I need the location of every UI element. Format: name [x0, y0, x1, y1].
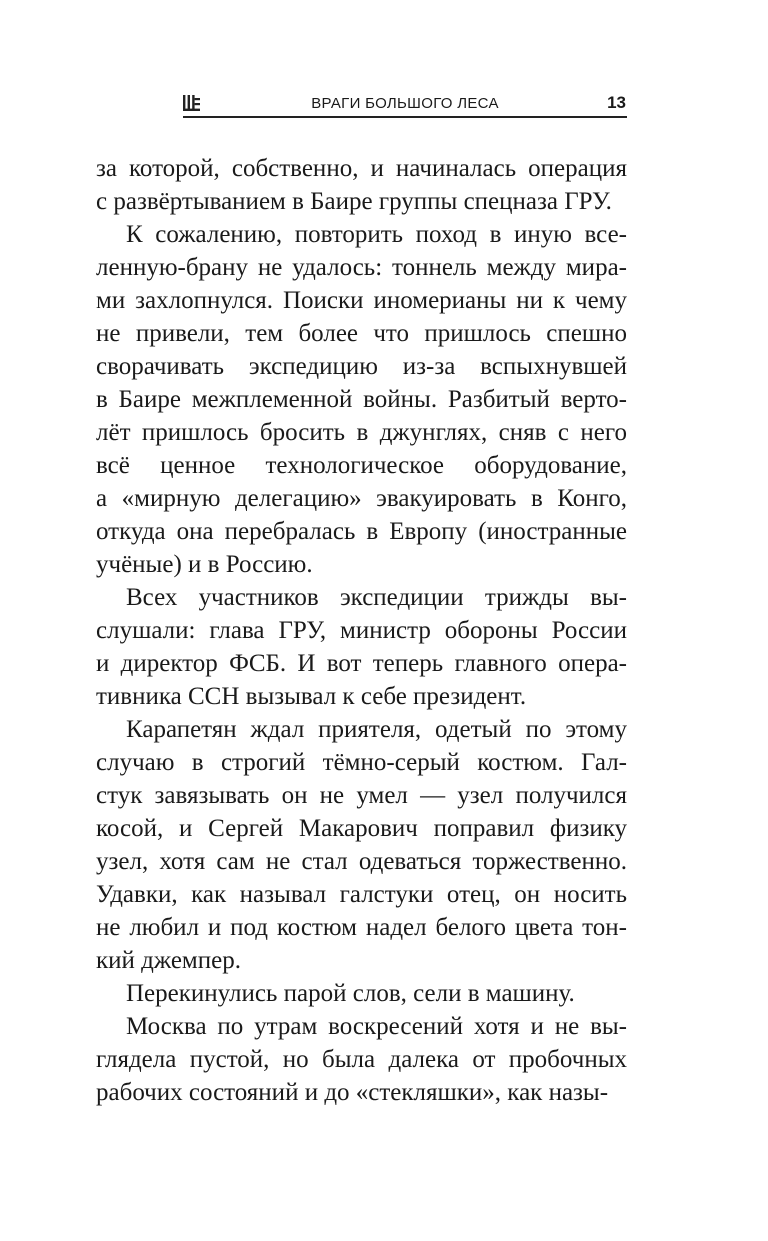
text-line: тивника ССН вызывал к себе президент.: [96, 683, 527, 710]
text-line: не любил и под костюм надел белого цвета тон-: [96, 914, 627, 941]
running-title: ВРАГИ БОЛЬШОГО ЛЕСА: [311, 95, 499, 112]
text-line: всё ценное технологическое оборудование,: [96, 452, 627, 479]
paragraph: [96, 581, 627, 713]
page-number: 13: [607, 93, 626, 112]
text-line: слушали: глава ГРУ, министр обороны России: [96, 617, 627, 644]
paragraph: [96, 218, 627, 581]
text-line: в Баире межплеменной войны. Разбитый верто-: [96, 386, 627, 413]
text-line: Карапетян ждал приятеля, одетый по этому: [126, 716, 627, 743]
text-line: откуда она перебралась в Европу (иностранные: [96, 518, 627, 545]
text-line: Перекинулись парой слов, сели в машину.: [126, 980, 575, 1007]
text-line: ленную-брану не удалось: тоннель между мира-: [96, 254, 627, 281]
text-line: с развёртыванием в Баире группы спецназа ГРУ.: [96, 188, 612, 215]
text-line: случаю в строгий тёмно-серый костюм. Гал-: [96, 749, 627, 776]
paragraph: [96, 1010, 627, 1109]
text-line: К сожалению, повторить поход в иную все-: [126, 221, 627, 248]
text-line: за которой, собственно, и начиналась операция: [96, 155, 627, 182]
paragraph: [96, 713, 627, 977]
running-header: [183, 92, 627, 118]
text-line: Удавки, как называл галстуки отец, он носить: [96, 881, 627, 908]
text-line: ми захлопнулся. Поиски иномерианы ни к чему: [96, 287, 627, 314]
text-line: и директор ФСБ. И вот теперь главного опера-: [96, 650, 627, 677]
text-line: стук завязывать он не умел — узел получился: [96, 782, 627, 809]
text-line: не привели, тем более что пришлось спешно: [96, 320, 627, 347]
text-line: сворачивать экспедицию из-за вспыхнувшей: [96, 353, 627, 380]
text-line: Москва по утрам воскресений хотя и не вы-: [126, 1013, 627, 1040]
text-line: косой, и Сергей Макарович поправил физику: [96, 815, 627, 842]
text-line: узел, хотя сам не стал одеваться торжественно.: [96, 848, 627, 875]
text-line: а «мирную делегацию» эвакуировать в Конго,: [96, 485, 627, 512]
text-line: глядела пустой, но была далека от пробочных: [96, 1046, 627, 1073]
paragraph: [96, 977, 627, 1010]
page-body: [96, 152, 627, 1109]
text-line: Всех участников экспедиции трижды вы-: [126, 584, 627, 611]
text-line: рабочих состояний и до «стекляшки», как назы-: [96, 1079, 609, 1106]
text-line: лёт пришлось бросить в джунглях, сняв с него: [96, 419, 627, 446]
paragraph: [96, 152, 627, 218]
text-line: учёные) и в Россию.: [96, 551, 313, 578]
text-line: кий джемпер.: [96, 947, 241, 974]
